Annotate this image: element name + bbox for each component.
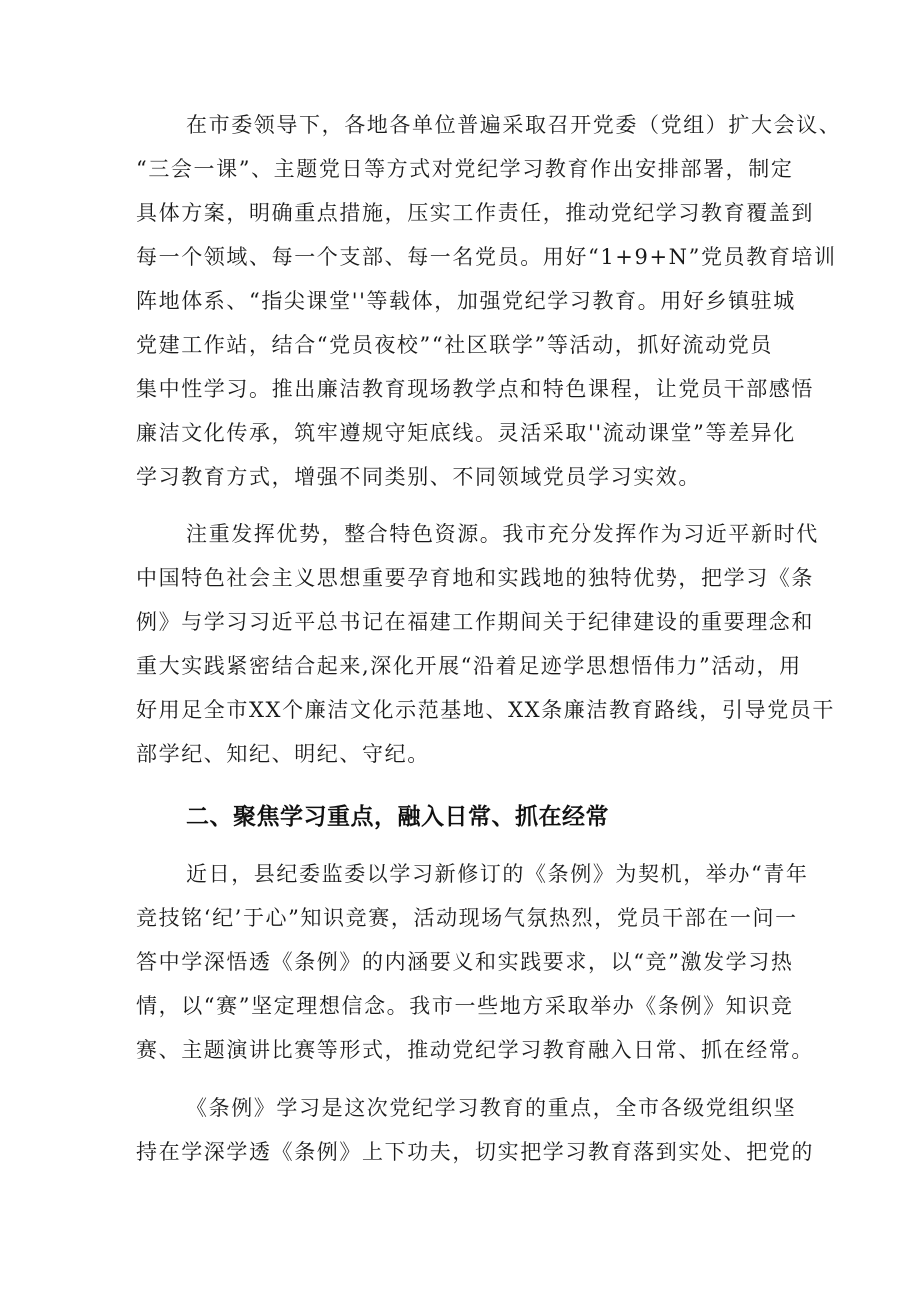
paragraph-line: 赛、主题演讲比赛等形式，推动党纪学习教育融入日常、抓在经常。 xyxy=(136,1038,814,1062)
paragraph-1 xyxy=(136,103,842,499)
paragraph-line: 每一个领域、每一个支部、每一名党员。用好“1+9+N”党员教育培训 xyxy=(136,245,837,269)
paragraph-line: 竞技铭‘纪’于心”知识竞赛，活动现场气氛热烈，党员干部在一问一 xyxy=(136,906,798,930)
paragraph-line: 注重发挥优势，整合特色资源。我市充分发挥作为习近平新时代 xyxy=(186,522,819,546)
paragraph-line: 好用足全市XX个廉洁文化示范基地、XX条廉洁教育路线，引导党员干 xyxy=(136,698,835,722)
paragraph-line: 廉洁文化传承，筑牢遵规守矩底线。灵活采取''流动课堂”等差异化 xyxy=(136,421,796,445)
paragraph-line: 具体方案，明确重点措施，压实工作责任，推动党纪学习教育覆盖到 xyxy=(136,201,814,225)
paragraph-line: 中国特色社会主义思想重要孕育地和实践地的独特优势，把学习《条 xyxy=(136,566,814,590)
paragraph-line: 部学纪、知纪、明纪、守纪。 xyxy=(136,742,430,766)
paragraph-line: 近日，县纪委监委以学习新修订的《条例》为契机，举办“青年 xyxy=(186,862,809,886)
paragraph-line: 党建工作站，结合“党员夜校”“社区联学”等活动，抓好流动党员 xyxy=(136,333,773,357)
paragraph-line: “三会一课”、主题党日等方式对党纪学习教育作出安排部署，制定 xyxy=(136,157,794,181)
paragraph-line: 例》与学习习近平总书记在福建工作期间关于纪律建设的重要理念和 xyxy=(136,610,814,634)
paragraph-line: 重大实践紧密结合起来,深化开展“沿着足迹学思想悟伟力”活动，用 xyxy=(136,654,802,678)
paragraph-line: 持在学深学透《条例》上下功夫，切实把学习教育落到实处、把党的 xyxy=(136,1140,814,1164)
paragraph-line: 阵地体系、“指尖课堂''等载体，加强党纪学习教育。用好乡镇驻城 xyxy=(136,289,796,313)
paragraph-4 xyxy=(136,1086,814,1174)
paragraph-line: 集中性学习。推出廉洁教育现场教学点和特色课程，让党员干部感悟 xyxy=(136,377,814,401)
paragraph-line: 情，以“赛”坚定理想信念。我市一些地方采取举办《条例》知识竞 xyxy=(136,994,794,1018)
paragraph-line: 《条例》学习是这次党纪学习教育的重点，全市各级党组织坚 xyxy=(186,1096,797,1120)
paragraph-line: 学习教育方式，增强不同类别、不同领域党员学习实效。 xyxy=(136,465,701,489)
section-heading: 二、聚焦学习重点，融入日常、抓在经常 xyxy=(186,804,609,830)
paragraph-2 xyxy=(136,512,835,776)
paragraph-3 xyxy=(136,852,814,1072)
paragraph-line: 在市委领导下，各地各单位普遍采取召开党委（党组）扩大会议、 xyxy=(186,113,842,137)
paragraph-line: 答中学深悟透《条例》的内涵要义和实践要求，以“竞”激发学习热 xyxy=(136,950,794,974)
